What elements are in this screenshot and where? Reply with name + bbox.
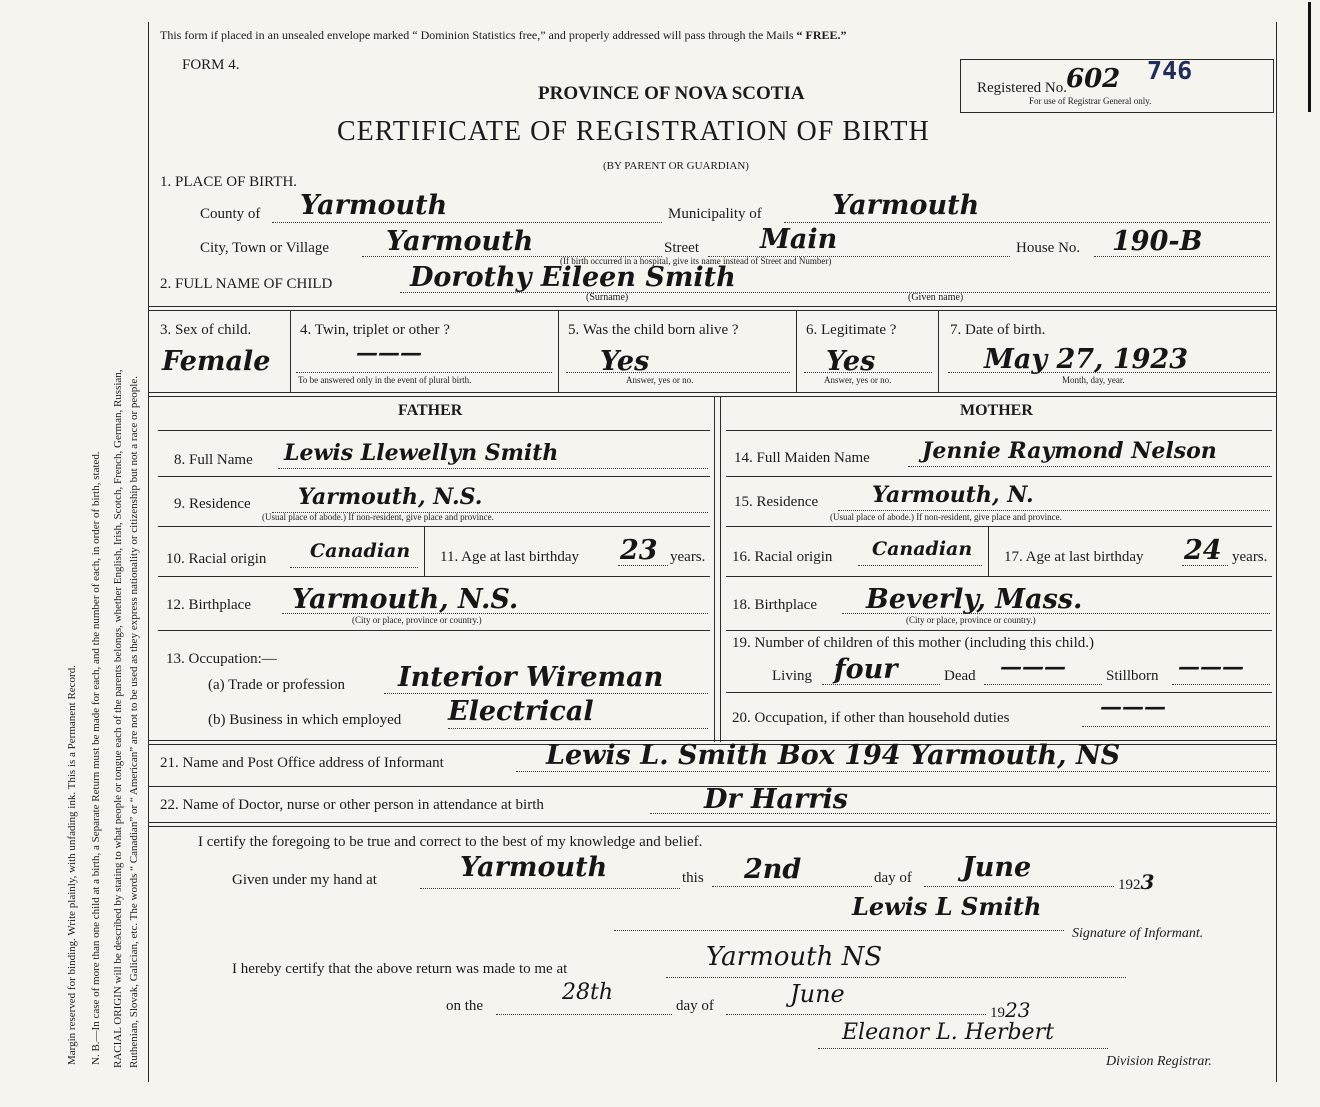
- racial-origin-note-2: Ruthenian, Slovak, Galician, etc. The words “ Canadian” or “ American” are not to be used as they express nationality or citizenship but not a race or people.: [128, 376, 140, 1068]
- hospital-note: (If birth occurred in a hospital, give its name instead of Street and Number): [560, 256, 832, 266]
- binding-note: Margin reserved for binding. Write plainly, with unfading ink. This is a Permanent Record.: [66, 665, 78, 1065]
- mother-age-label: 17. Age at last birthday: [1004, 549, 1144, 565]
- house-label: House No.: [1016, 240, 1081, 256]
- father-age-label: 11. Age at last birthday: [440, 549, 579, 565]
- house-value: 190-B: [1112, 226, 1203, 257]
- registrar-use: For use of Registrar General only.: [1029, 96, 1152, 106]
- year-label: [1118, 870, 1154, 894]
- living-label: Living: [772, 668, 812, 684]
- reg-year-prefix: 19: [990, 1005, 1005, 1021]
- month-value: June: [962, 852, 1032, 883]
- father-bp-note: (City or place, province or country.): [352, 615, 482, 625]
- onthe-label: on the: [446, 998, 484, 1014]
- alive-value: Yes: [600, 346, 650, 377]
- form-number: FORM 4.: [182, 57, 240, 73]
- father-bp-label: 12. Birthplace: [166, 597, 251, 613]
- place-heading: 1. PLACE OF BIRTH.: [160, 174, 298, 190]
- rule-1: [148, 306, 1276, 311]
- twin-value: ———: [356, 340, 422, 366]
- father-age-unit: years.: [670, 549, 706, 565]
- father-race-value: Canadian: [310, 540, 411, 562]
- father-name-value: Lewis Llewellyn Smith: [284, 440, 559, 466]
- street-label: Street: [664, 240, 699, 256]
- doctor-value: Dr Harris: [704, 784, 848, 815]
- city-label: City, Town or Village: [200, 240, 330, 256]
- mother-occ-label: 20. Occupation, if other than household duties: [732, 710, 1010, 726]
- mail-notice: This form if placed in an unsealed envelope marked “ Dominion Statistics free,” and properly addressed will pass through the Mails “ FREE.”: [160, 28, 847, 42]
- given-caption: (Given name): [908, 292, 964, 303]
- dead-value: ———: [1000, 654, 1066, 680]
- certify-statement: I certify the foregoing to be true and correct to the best of my knowledge and belief.: [198, 834, 703, 850]
- page-subtitle: (BY PARENT OR GUARDIAN): [603, 160, 749, 172]
- informant-value: Lewis L. Smith Box 194 Yarmouth, NS: [546, 740, 1121, 771]
- legit-value: Yes: [826, 346, 876, 377]
- mother-heading: MOTHER: [960, 402, 1033, 419]
- father-heading: FATHER: [398, 402, 463, 419]
- signature-caption: Signature of Informant.: [1072, 926, 1204, 941]
- registered-box: [960, 56, 1274, 113]
- mother-res-label: 15. Residence: [734, 494, 819, 510]
- year-prefix: 192: [1118, 877, 1141, 893]
- registrar-caption: Division Registrar.: [1106, 1054, 1212, 1069]
- father-res-label: 9. Residence: [174, 496, 251, 512]
- municipality-value: Yarmouth: [832, 190, 980, 221]
- stillborn-value: ———: [1178, 654, 1244, 680]
- sex-label: 3. Sex of child.: [160, 322, 252, 338]
- father-res-value: Yarmouth, N.S.: [298, 484, 483, 510]
- child-name-label: 2. FULL NAME OF CHILD: [160, 276, 333, 292]
- right-border: [1276, 22, 1277, 1082]
- mother-name-value: Jennie Raymond Nelson: [922, 438, 1217, 464]
- father-business-label: (b) Business in which employed: [208, 712, 402, 728]
- province-title: PROVINCE OF NOVA SCOTIA: [538, 83, 805, 104]
- surname-caption: (Surname): [586, 292, 629, 303]
- mother-occ-value: ———: [1100, 694, 1166, 720]
- street-value: Main: [760, 224, 838, 255]
- twin-label: 4. Twin, triplet or other ?: [300, 322, 450, 338]
- twin-note: To be answered only in the event of plural birth.: [298, 375, 472, 385]
- father-bp-value: Yarmouth, N.S.: [292, 584, 519, 615]
- ink-stroke: [1308, 2, 1311, 112]
- dayof-label: day of: [874, 870, 912, 886]
- doctor-label: 22. Name of Doctor, nurse or other person in attendance at birth: [160, 797, 544, 813]
- dob-label: 7. Date of birth.: [950, 322, 1046, 338]
- mother-race-label: 16. Racial origin: [732, 549, 833, 565]
- county-label: County of: [200, 206, 261, 222]
- municipality-label: Municipality of: [668, 206, 762, 222]
- registered-label: Registered No.: [977, 80, 1067, 96]
- registered-hand: 602: [1066, 64, 1121, 94]
- father-occ-label: 13. Occupation:—: [166, 651, 277, 667]
- mother-age-value: 24: [1184, 535, 1222, 566]
- given-label: Given under my hand at: [232, 872, 377, 888]
- racial-origin-note-1: RACIAL ORIGIN will be described by stating to what people or tongue each of the parents belongs, whether English, Irish, Scotch, French, German, Russian,: [112, 369, 124, 1068]
- rule-4: [148, 822, 1276, 827]
- mother-name-label: 14. Full Maiden Name: [734, 450, 870, 466]
- father-name-label: 8. Full Name: [174, 452, 253, 468]
- registrar-statement: I hereby certify that the above return was made to me at: [232, 961, 568, 977]
- city-value: Yarmouth: [386, 226, 534, 257]
- father-race-label: 10. Racial origin: [166, 551, 267, 567]
- mother-children-label: 19. Number of children of this mother (including this child.): [732, 635, 1095, 651]
- sex-value: Female: [162, 346, 271, 377]
- informant-signature: Lewis L Smith: [852, 892, 1042, 921]
- mother-bp-label: 18. Birthplace: [732, 597, 817, 613]
- year-hand: 3: [1140, 870, 1155, 894]
- alive-note: Answer, yes or no.: [626, 375, 694, 385]
- mother-res-note: (Usual place of abode.) If non-resident, give place and province.: [830, 512, 1062, 522]
- legit-label: 6. Legitimate ?: [806, 322, 897, 338]
- reg-day: 28th: [562, 980, 614, 1005]
- mother-res-value: Yarmouth, N.: [872, 482, 1034, 508]
- informant-label: 21. Name and Post Office address of Informant: [160, 755, 444, 771]
- dob-value: May 27, 1923: [984, 344, 1188, 375]
- father-age-value: 23: [620, 535, 658, 566]
- father-trade-value: Interior Wireman: [398, 662, 664, 693]
- plural-birth-note: N. B.—In case of more than one child at a birth, a Separate Return must be made for each, and the number of each, in order of birth, stated.: [90, 451, 102, 1065]
- this-label: this: [682, 870, 704, 886]
- mother-race-value: Canadian: [872, 538, 973, 560]
- reg-dayof-label: day of: [676, 998, 714, 1014]
- registered-stamp: 746: [1147, 56, 1193, 85]
- reg-month: June: [790, 980, 845, 1008]
- mother-bp-value: Beverly, Mass.: [866, 584, 1083, 615]
- mother-age-unit: years.: [1232, 549, 1268, 565]
- alive-label: 5. Was the child born alive ?: [568, 322, 739, 338]
- father-res-note: (Usual place of abode.) If non-resident, give place and province.: [262, 512, 494, 522]
- day-value: 2nd: [744, 854, 802, 885]
- father-business-value: Electrical: [448, 696, 594, 727]
- dead-label: Dead: [944, 668, 976, 684]
- dob-note: Month, day, year.: [1062, 375, 1125, 385]
- left-border: [148, 22, 149, 1082]
- child-name-value: Dorothy Eileen Smith: [410, 262, 736, 293]
- legit-note: Answer, yes or no.: [824, 375, 892, 385]
- registrar-signature: Eleanor L. Herbert: [842, 1020, 1054, 1045]
- father-trade-label: (a) Trade or profession: [208, 677, 346, 693]
- mother-bp-note: (City or place, province or country.): [906, 615, 1036, 625]
- stillborn-label: Stillborn: [1106, 668, 1159, 684]
- county-value: Yarmouth: [300, 190, 448, 221]
- page-title: CERTIFICATE OF REGISTRATION OF BIRTH: [337, 116, 930, 147]
- rule-2: [148, 392, 1276, 397]
- reg-year-hand: 23: [1005, 998, 1031, 1022]
- registrar-place: Yarmouth NS: [706, 942, 883, 972]
- reg-year: [990, 998, 1030, 1022]
- living-value: four: [834, 654, 898, 685]
- center-divider: [714, 396, 715, 742]
- given-place: Yarmouth: [460, 852, 608, 883]
